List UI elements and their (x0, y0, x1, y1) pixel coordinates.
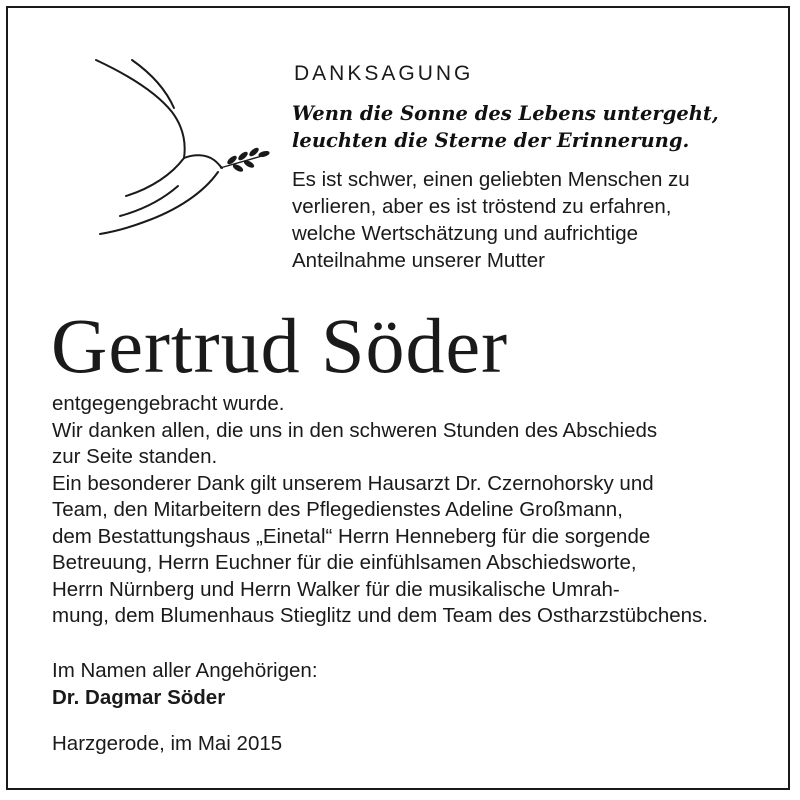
body-line: zur Seite standen. (52, 445, 218, 468)
header-block (292, 62, 792, 274)
notice-heading: DANKSAGUNG (294, 62, 474, 85)
body-line: Ein besonderer Dank gilt unserem Hausarzt Dr. Czernohorsky und (52, 471, 654, 495)
closing-line: Im Namen aller Angehörigen: (52, 659, 318, 682)
place-date: Harzgerode, im Mai 2015 (52, 732, 283, 755)
dove-with-olive-branch-icon (86, 50, 276, 240)
intro-line: verlieren, aber es ist tröstend zu erfahren, (292, 195, 672, 218)
deceased-name: Gertrud Söder (51, 302, 509, 389)
obituary-notice (6, 6, 790, 790)
motto-line: leuchten die Sterne der Erinnerung. (292, 129, 690, 152)
intro-text (292, 166, 792, 274)
thanks-text (52, 391, 792, 630)
signer-name: Dr. Dagmar Söder (52, 685, 226, 709)
body-line: Betreuung, Herrn Euchner für die einfühlsamen Abschiedsworte, (52, 551, 637, 574)
body-line: Wir danken allen, die uns in den schweren Stunden des Abschieds (52, 418, 658, 442)
motto-line: Wenn die Sonne des Lebens untergeht, (292, 102, 719, 125)
intro-line: Es ist schwer, einen geliebten Menschen zu (292, 168, 690, 191)
body-line: Herrn Nürnberg und Herrn Walker für die musikalische Umrah- (52, 577, 620, 601)
motto (292, 100, 792, 154)
closing-block (52, 658, 318, 711)
intro-line: Anteilnahme unserer Mutter (292, 249, 545, 272)
body-line: dem Bestattungshaus „Einetal“ Herrn Henneberg für die sorgende (52, 524, 651, 548)
body-line: entgegengebracht wurde. (52, 392, 285, 415)
intro-line: welche Wertschätzung und aufrichtige (292, 222, 639, 245)
body-line: mung, dem Blumenhaus Stieglitz und dem Team des Ostharzstübchens. (52, 604, 708, 627)
body-line: Team, den Mitarbeitern des Pflegedienstes Adeline Großmann, (52, 498, 623, 521)
